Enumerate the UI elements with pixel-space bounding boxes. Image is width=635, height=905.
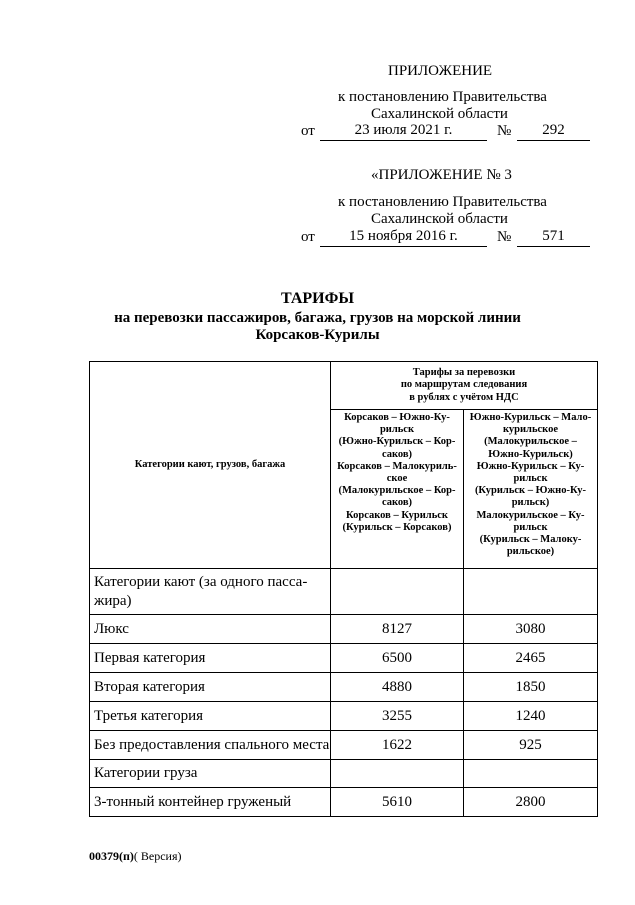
row-name: Люкс	[90, 615, 331, 644]
route-line: рильск	[513, 473, 548, 485]
decree-number: 292	[517, 121, 590, 141]
footer-version: ( Версия)	[133, 849, 182, 863]
row-value-1: 3255	[331, 702, 464, 731]
date-label: от	[301, 123, 315, 139]
row-value-1: 5610	[331, 788, 464, 817]
row-value-2: 1850	[464, 673, 598, 702]
empty-cell	[464, 760, 598, 788]
appendix-title: ПРИЛОЖЕНИЕ	[388, 63, 493, 79]
row-name: Вторая категория	[90, 673, 331, 702]
route-line: Малокурильское – Ку-	[476, 509, 585, 521]
tariffs-header	[331, 362, 598, 410]
route-line: Южно-Курильск)	[488, 448, 573, 460]
route-line: рильское)	[506, 546, 555, 558]
doc-title: ТАРИФЫ	[280, 290, 355, 307]
route-line: Южно-Курильск – Мало-	[469, 412, 592, 423]
row-value-2: 2465	[464, 644, 598, 673]
section-cabins-line: жира)	[94, 592, 132, 609]
section-cargo: Категории груза	[90, 760, 331, 788]
route-line: (Курильск – Малоку-	[479, 534, 582, 546]
route-line: рильск	[513, 521, 548, 533]
route-line: (Курильск – Корсаков)	[342, 521, 452, 533]
row-value-2: 3080	[464, 615, 598, 644]
doc-subtitle-1: на перевозки пассажиров, багажа, грузов на морской линии	[114, 310, 521, 326]
route-line: Корсаков – Малокуриль-	[337, 460, 457, 472]
number-label: №	[497, 123, 512, 139]
route-line: Корсаков – Южно-Ку-	[344, 412, 450, 423]
decree-line1: к постановлению Правительства	[338, 89, 547, 105]
decree2-number: 571	[517, 227, 590, 247]
route-line: ское	[386, 473, 408, 485]
row-name: 3-тонный контейнер груженый	[90, 788, 331, 817]
row-name: Без предоставления спального места	[90, 731, 331, 760]
empty-cell	[464, 569, 598, 615]
category-header: Категории кают, грузов, багажа	[90, 362, 331, 569]
date2-label: от	[301, 229, 315, 245]
empty-cell	[331, 569, 464, 615]
route-line: рильск	[379, 424, 415, 436]
row-value-1: 1622	[331, 731, 464, 760]
route-line: курильское	[503, 424, 558, 436]
route-line: (Малокурильское –	[484, 436, 577, 448]
decree-date: 23 июля 2021 г.	[320, 121, 487, 141]
footer-code	[89, 849, 182, 864]
row-value-1: 6500	[331, 644, 464, 673]
decree2-line1: к постановлению Правительства	[338, 194, 547, 210]
route-line: (Курильск – Южно-Ку-	[474, 485, 587, 497]
section-cabins	[90, 569, 331, 615]
row-value-2: 925	[464, 731, 598, 760]
tariffs-header-line: Тарифы за перевозки	[412, 367, 516, 379]
route-line: саков)	[381, 448, 413, 460]
route-line: Корсаков – Курильск	[346, 509, 448, 521]
route-line: (Южно-Курильск – Кор-	[338, 436, 456, 448]
section-cabins-line: Категории кают (за одного пасса-	[94, 573, 308, 590]
decree2-line2: Сахалинской области	[371, 211, 508, 227]
number2-label: №	[497, 229, 512, 245]
doc-subtitle-2: Корсаков-Курилы	[255, 327, 380, 343]
decree2-date: 15 ноября 2016 г.	[320, 227, 487, 247]
route-column-1	[331, 410, 464, 569]
row-name: Первая категория	[90, 644, 331, 673]
tariff-table	[89, 361, 598, 817]
route-line: (Малокурильское – Кор-	[338, 485, 456, 497]
row-value-1: 8127	[331, 615, 464, 644]
row-name: Третья категория	[90, 702, 331, 731]
empty-cell	[331, 760, 464, 788]
row-value-1: 4880	[331, 673, 464, 702]
footer-code-number: 00379(п)	[89, 849, 134, 863]
route-column-2	[464, 410, 598, 569]
route-line: Южно-Курильск – Ку-	[476, 460, 585, 472]
decree-line2: Сахалинской области	[371, 106, 508, 122]
route-line: саков)	[381, 497, 413, 509]
tariffs-header-line: по маршрутам следования	[400, 379, 528, 391]
row-value-2: 2800	[464, 788, 598, 817]
route-line: рильск)	[511, 497, 550, 509]
tariffs-header-line: в рублях с учётом НДС	[409, 391, 519, 403]
row-value-2: 1240	[464, 702, 598, 731]
appendix-3-title: «ПРИЛОЖЕНИЕ № 3	[371, 167, 512, 183]
